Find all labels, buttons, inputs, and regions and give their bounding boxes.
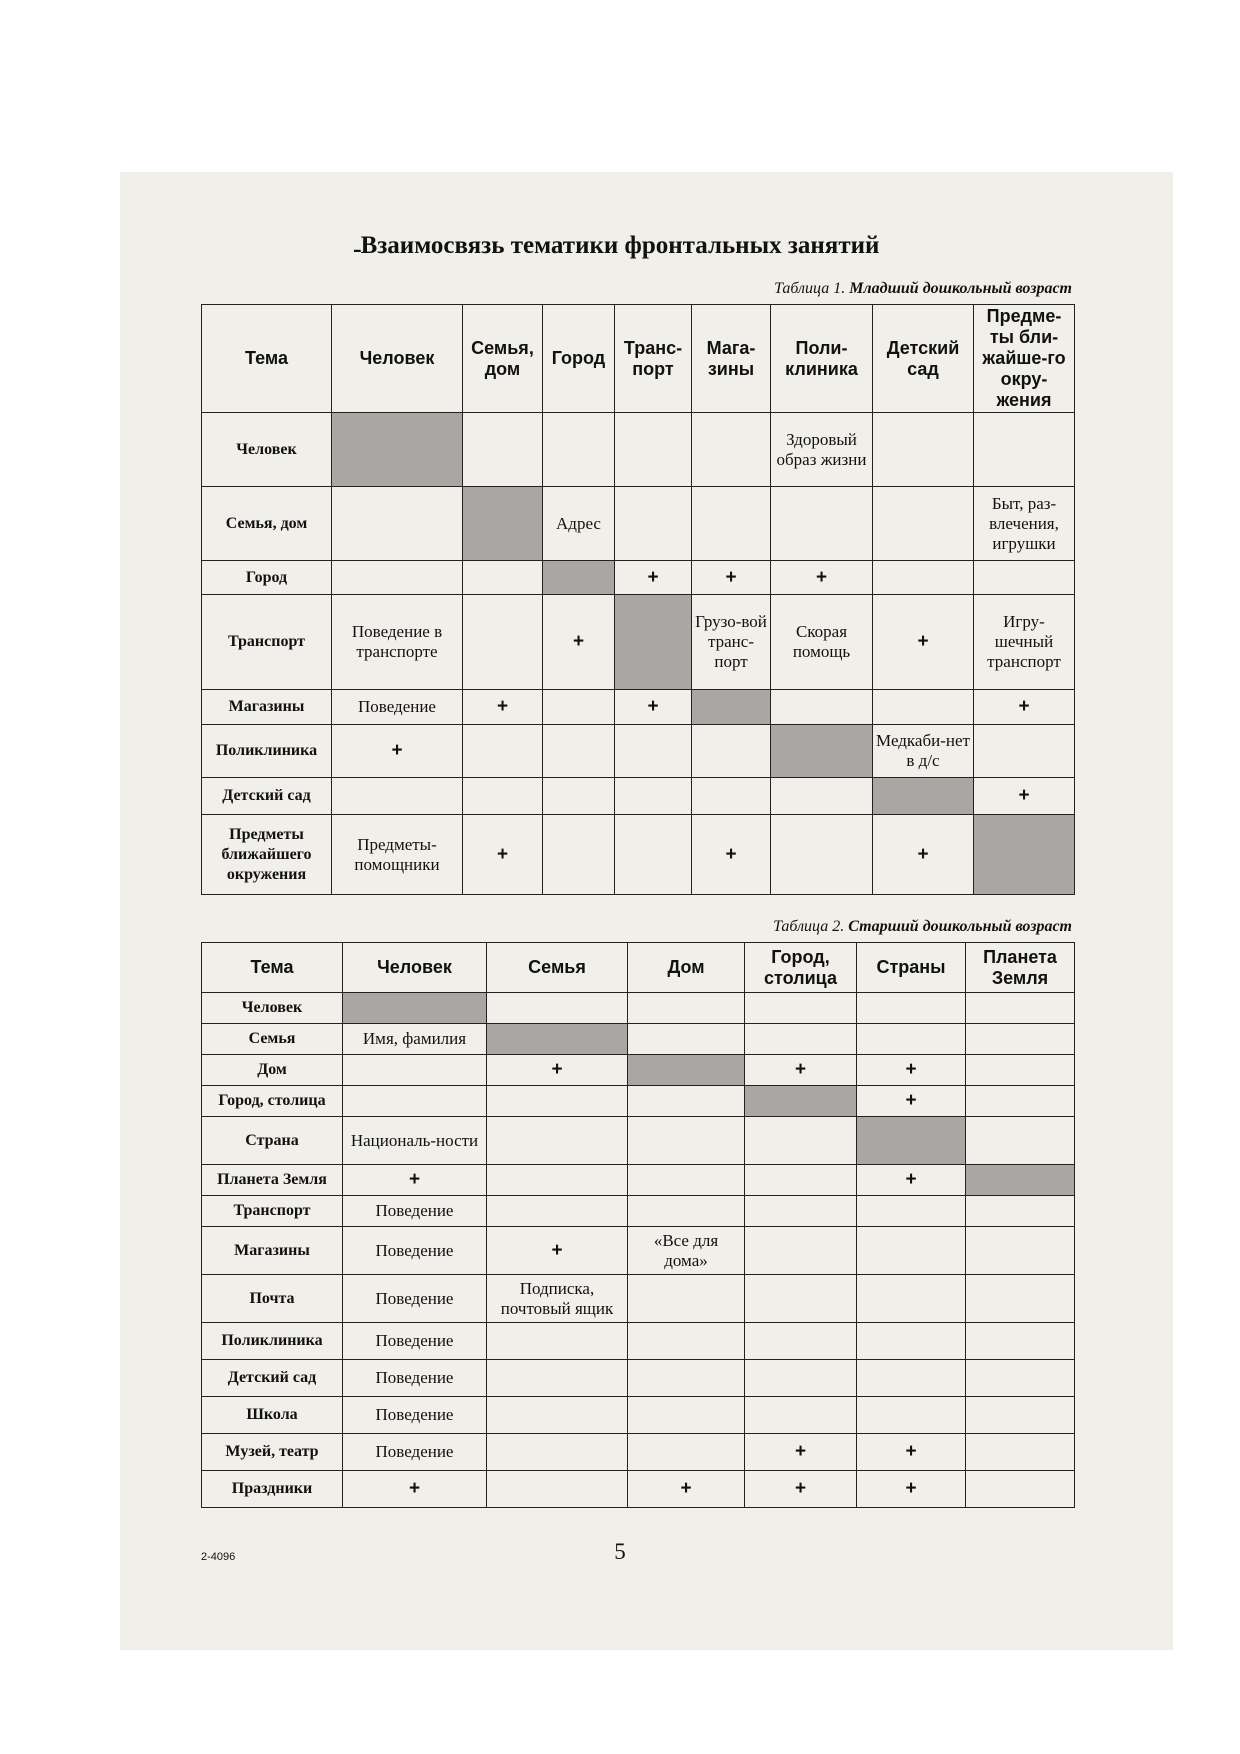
- table-cell: [966, 1196, 1075, 1227]
- table-cell: [966, 1024, 1075, 1055]
- table-cell: [487, 1196, 628, 1227]
- table-cell: [692, 413, 771, 487]
- table1-header-cell: Город: [543, 305, 615, 413]
- table-cell: [966, 1275, 1075, 1323]
- table-cell: [857, 1024, 966, 1055]
- table-cell: [332, 778, 463, 815]
- table1-caption: [774, 280, 1072, 298]
- table-cell: +: [974, 778, 1075, 815]
- table-cell: [966, 1086, 1075, 1117]
- table-cell: Подписка, почтовый ящик: [487, 1275, 628, 1323]
- table-cell: [543, 815, 615, 895]
- table-cell: [692, 725, 771, 778]
- table-cell: [487, 1086, 628, 1117]
- table-cell: [543, 778, 615, 815]
- table-cell: [857, 1117, 966, 1165]
- table-senior-age: [201, 942, 1075, 1508]
- table-cell: Скорая помощь: [771, 595, 873, 690]
- table-cell: [343, 993, 487, 1024]
- table-cell: [966, 1323, 1075, 1360]
- table-row: [202, 413, 1075, 487]
- row-header: Магазины: [202, 1227, 343, 1275]
- table-cell: +: [487, 1055, 628, 1086]
- table-cell: +: [771, 561, 873, 595]
- table1-header-cell: Тема: [202, 305, 332, 413]
- table-row: [202, 1055, 1075, 1086]
- print-code: 2-4096: [201, 1551, 236, 1563]
- table-cell: [745, 1086, 857, 1117]
- table-cell: +: [857, 1471, 966, 1508]
- table-cell: [966, 1055, 1075, 1086]
- row-header: Город: [202, 561, 332, 595]
- table-cell: [543, 561, 615, 595]
- table1-header-cell: Транс-порт: [615, 305, 692, 413]
- row-header: Предметы ближайшего окружения: [202, 815, 332, 895]
- table-cell: [966, 1360, 1075, 1397]
- table-cell: [615, 595, 692, 690]
- table-cell: Медкаби-нет в д/с: [873, 725, 974, 778]
- table-cell: Быт, раз-влечения, игрушки: [974, 487, 1075, 561]
- row-header: Человек: [202, 413, 332, 487]
- table-cell: [692, 778, 771, 815]
- table-cell: [487, 1360, 628, 1397]
- table1-header-cell: Человек: [332, 305, 463, 413]
- table-row: [202, 1434, 1075, 1471]
- table-cell: [487, 1397, 628, 1434]
- table-cell: [771, 778, 873, 815]
- table-cell: [543, 690, 615, 725]
- table-cell: [857, 1275, 966, 1323]
- table-cell: [628, 993, 745, 1024]
- table-cell: [873, 487, 974, 561]
- table2-caption-label: Таблица 2.: [773, 918, 845, 935]
- table-row: [202, 1227, 1075, 1275]
- table2-header-cell: Страны: [857, 943, 966, 993]
- table-cell: [487, 1117, 628, 1165]
- table-cell: [463, 413, 543, 487]
- table-cell: [628, 1086, 745, 1117]
- table1-header-cell: Мага-зины: [692, 305, 771, 413]
- table1-header-cell: Предме-ты бли-жайше-го окру-жения: [974, 305, 1075, 413]
- row-header: Праздники: [202, 1471, 343, 1508]
- table-cell: [332, 487, 463, 561]
- table-cell: [857, 1227, 966, 1275]
- row-header: Поликлиника: [202, 1323, 343, 1360]
- table-cell: [857, 1397, 966, 1434]
- table-cell: Здоровый образ жизни: [771, 413, 873, 487]
- table-cell: [615, 725, 692, 778]
- table2-header-cell: Дом: [628, 943, 745, 993]
- table-cell: [628, 1055, 745, 1086]
- table2-caption: [773, 918, 1072, 936]
- table-cell: [745, 1117, 857, 1165]
- table-cell: +: [745, 1471, 857, 1508]
- table-cell: [463, 595, 543, 690]
- table-cell: [745, 1196, 857, 1227]
- table-cell: Игру-шечный транспорт: [974, 595, 1075, 690]
- table2-header-cell: Планета Земля: [966, 943, 1075, 993]
- row-header: Семья: [202, 1024, 343, 1055]
- row-header: Почта: [202, 1275, 343, 1323]
- table-cell: +: [857, 1086, 966, 1117]
- table-row: [202, 1024, 1075, 1055]
- table-cell: [615, 778, 692, 815]
- table1-header-cell: Семья, дом: [463, 305, 543, 413]
- table-cell: [745, 1323, 857, 1360]
- table-cell: [487, 1165, 628, 1196]
- table-cell: +: [692, 815, 771, 895]
- table-cell: +: [857, 1434, 966, 1471]
- table-row: [202, 1275, 1075, 1323]
- table2-header-cell: Город, столица: [745, 943, 857, 993]
- table2-header-cell: Человек: [343, 943, 487, 993]
- table-cell: [332, 561, 463, 595]
- table-cell: [966, 1165, 1075, 1196]
- table-cell: [857, 993, 966, 1024]
- table-row: [202, 725, 1075, 778]
- table-cell: [745, 1275, 857, 1323]
- table-cell: +: [974, 690, 1075, 725]
- table-junior-age: [201, 304, 1075, 895]
- table-cell: [543, 413, 615, 487]
- table-cell: +: [543, 595, 615, 690]
- page-title: Взаимосвязь тематики фронтальных занятий: [360, 232, 880, 259]
- table-cell: [974, 815, 1075, 895]
- table2-header-cell: Тема: [202, 943, 343, 993]
- table-cell: +: [692, 561, 771, 595]
- table-cell: [857, 1323, 966, 1360]
- table-cell: +: [873, 815, 974, 895]
- table-cell: Поведение: [343, 1397, 487, 1434]
- table-row: [202, 1360, 1075, 1397]
- row-header: Планета Земля: [202, 1165, 343, 1196]
- table-row: [202, 1397, 1075, 1434]
- table-cell: [487, 1323, 628, 1360]
- row-header: Транспорт: [202, 595, 332, 690]
- table-cell: Поведение: [343, 1275, 487, 1323]
- table-cell: [487, 1471, 628, 1508]
- table-cell: [628, 1397, 745, 1434]
- table-cell: [463, 725, 543, 778]
- table-cell: [771, 725, 873, 778]
- table-cell: [692, 690, 771, 725]
- table-cell: [615, 413, 692, 487]
- table-cell: +: [857, 1165, 966, 1196]
- table-cell: [857, 1196, 966, 1227]
- table-cell: [974, 561, 1075, 595]
- table1-header-row: [202, 305, 1075, 413]
- table-cell: [857, 1360, 966, 1397]
- table-cell: [628, 1117, 745, 1165]
- row-header: Страна: [202, 1117, 343, 1165]
- row-header: Детский сад: [202, 1360, 343, 1397]
- table-row: [202, 1196, 1075, 1227]
- row-header: Семья, дом: [202, 487, 332, 561]
- table-cell: [628, 1024, 745, 1055]
- table-cell: [966, 993, 1075, 1024]
- table-cell: [628, 1196, 745, 1227]
- row-header: Поликлиника: [202, 725, 332, 778]
- table-row: [202, 1117, 1075, 1165]
- table-cell: [745, 1227, 857, 1275]
- table-cell: +: [745, 1434, 857, 1471]
- table1-caption-label: Таблица 1.: [774, 280, 846, 297]
- row-header: Школа: [202, 1397, 343, 1434]
- table-cell: Поведение: [343, 1434, 487, 1471]
- table-cell: [628, 1434, 745, 1471]
- table-cell: [628, 1165, 745, 1196]
- table-cell: Поведение: [343, 1323, 487, 1360]
- table-cell: Поведение: [343, 1196, 487, 1227]
- table-cell: [873, 561, 974, 595]
- table-row: [202, 778, 1075, 815]
- table-cell: +: [343, 1165, 487, 1196]
- table-cell: [343, 1055, 487, 1086]
- table-cell: [487, 1024, 628, 1055]
- table-row: [202, 1323, 1075, 1360]
- table-cell: +: [343, 1471, 487, 1508]
- table-row: [202, 815, 1075, 895]
- table-row: [202, 487, 1075, 561]
- table2-header-cell: Семья: [487, 943, 628, 993]
- table-cell: [745, 1397, 857, 1434]
- table-cell: Поведение: [343, 1227, 487, 1275]
- table-cell: [745, 1360, 857, 1397]
- table-cell: [615, 815, 692, 895]
- row-header: Транспорт: [202, 1196, 343, 1227]
- table-cell: +: [332, 725, 463, 778]
- row-header: Магазины: [202, 690, 332, 725]
- table-cell: Националь-ности: [343, 1117, 487, 1165]
- table-cell: [615, 487, 692, 561]
- table-cell: [966, 1397, 1075, 1434]
- bullet-mark: -: [353, 234, 362, 263]
- table-cell: +: [857, 1055, 966, 1086]
- table-cell: [628, 1323, 745, 1360]
- table-row: [202, 1086, 1075, 1117]
- table-cell: +: [628, 1471, 745, 1508]
- table-cell: +: [487, 1227, 628, 1275]
- table-cell: +: [463, 690, 543, 725]
- table-cell: +: [873, 595, 974, 690]
- table-cell: Предметы-помощники: [332, 815, 463, 895]
- table-cell: [463, 561, 543, 595]
- table-cell: [771, 690, 873, 725]
- table-row: [202, 993, 1075, 1024]
- table-cell: [628, 1360, 745, 1397]
- table-cell: [487, 993, 628, 1024]
- row-header: Детский сад: [202, 778, 332, 815]
- table-cell: Имя, фамилия: [343, 1024, 487, 1055]
- table-row: [202, 1165, 1075, 1196]
- table-cell: [974, 413, 1075, 487]
- table-cell: Поведение: [332, 690, 463, 725]
- table-cell: [873, 778, 974, 815]
- page-number: 5: [614, 1539, 626, 1564]
- table-row: [202, 1471, 1075, 1508]
- table-cell: +: [745, 1055, 857, 1086]
- table-cell: +: [615, 690, 692, 725]
- table-cell: +: [615, 561, 692, 595]
- table-row: [202, 595, 1075, 690]
- table-cell: [966, 1227, 1075, 1275]
- table-cell: [966, 1117, 1075, 1165]
- table-cell: [966, 1434, 1075, 1471]
- table-cell: [771, 487, 873, 561]
- table-cell: Адрес: [543, 487, 615, 561]
- table-cell: [332, 413, 463, 487]
- table-cell: [487, 1434, 628, 1471]
- table-cell: [692, 487, 771, 561]
- table-cell: [463, 778, 543, 815]
- row-header: Город, столица: [202, 1086, 343, 1117]
- table-row: [202, 690, 1075, 725]
- table-cell: Грузо-вой транс-порт: [692, 595, 771, 690]
- table-cell: Поведение: [343, 1360, 487, 1397]
- table-cell: [343, 1086, 487, 1117]
- table2-header-row: [202, 943, 1075, 993]
- row-header: Дом: [202, 1055, 343, 1086]
- table-cell: [745, 1165, 857, 1196]
- table1-header-cell: Поли-клиника: [771, 305, 873, 413]
- table1-caption-title: Младший дошкольный возраст: [849, 280, 1072, 297]
- table-cell: «Все для дома»: [628, 1227, 745, 1275]
- table-cell: [543, 725, 615, 778]
- table-cell: [771, 815, 873, 895]
- table2-caption-title: Старший дошкольный возраст: [848, 918, 1072, 935]
- table-cell: [974, 725, 1075, 778]
- table-cell: [628, 1275, 745, 1323]
- table-cell: [873, 690, 974, 725]
- table-cell: [873, 413, 974, 487]
- row-header: Музей, театр: [202, 1434, 343, 1471]
- table-cell: [745, 993, 857, 1024]
- table-cell: [966, 1471, 1075, 1508]
- row-header: Человек: [202, 993, 343, 1024]
- table-cell: Поведение в транспорте: [332, 595, 463, 690]
- table1-header-cell: Детский сад: [873, 305, 974, 413]
- table-row: [202, 561, 1075, 595]
- table-cell: [463, 487, 543, 561]
- table-cell: [745, 1024, 857, 1055]
- table-cell: +: [463, 815, 543, 895]
